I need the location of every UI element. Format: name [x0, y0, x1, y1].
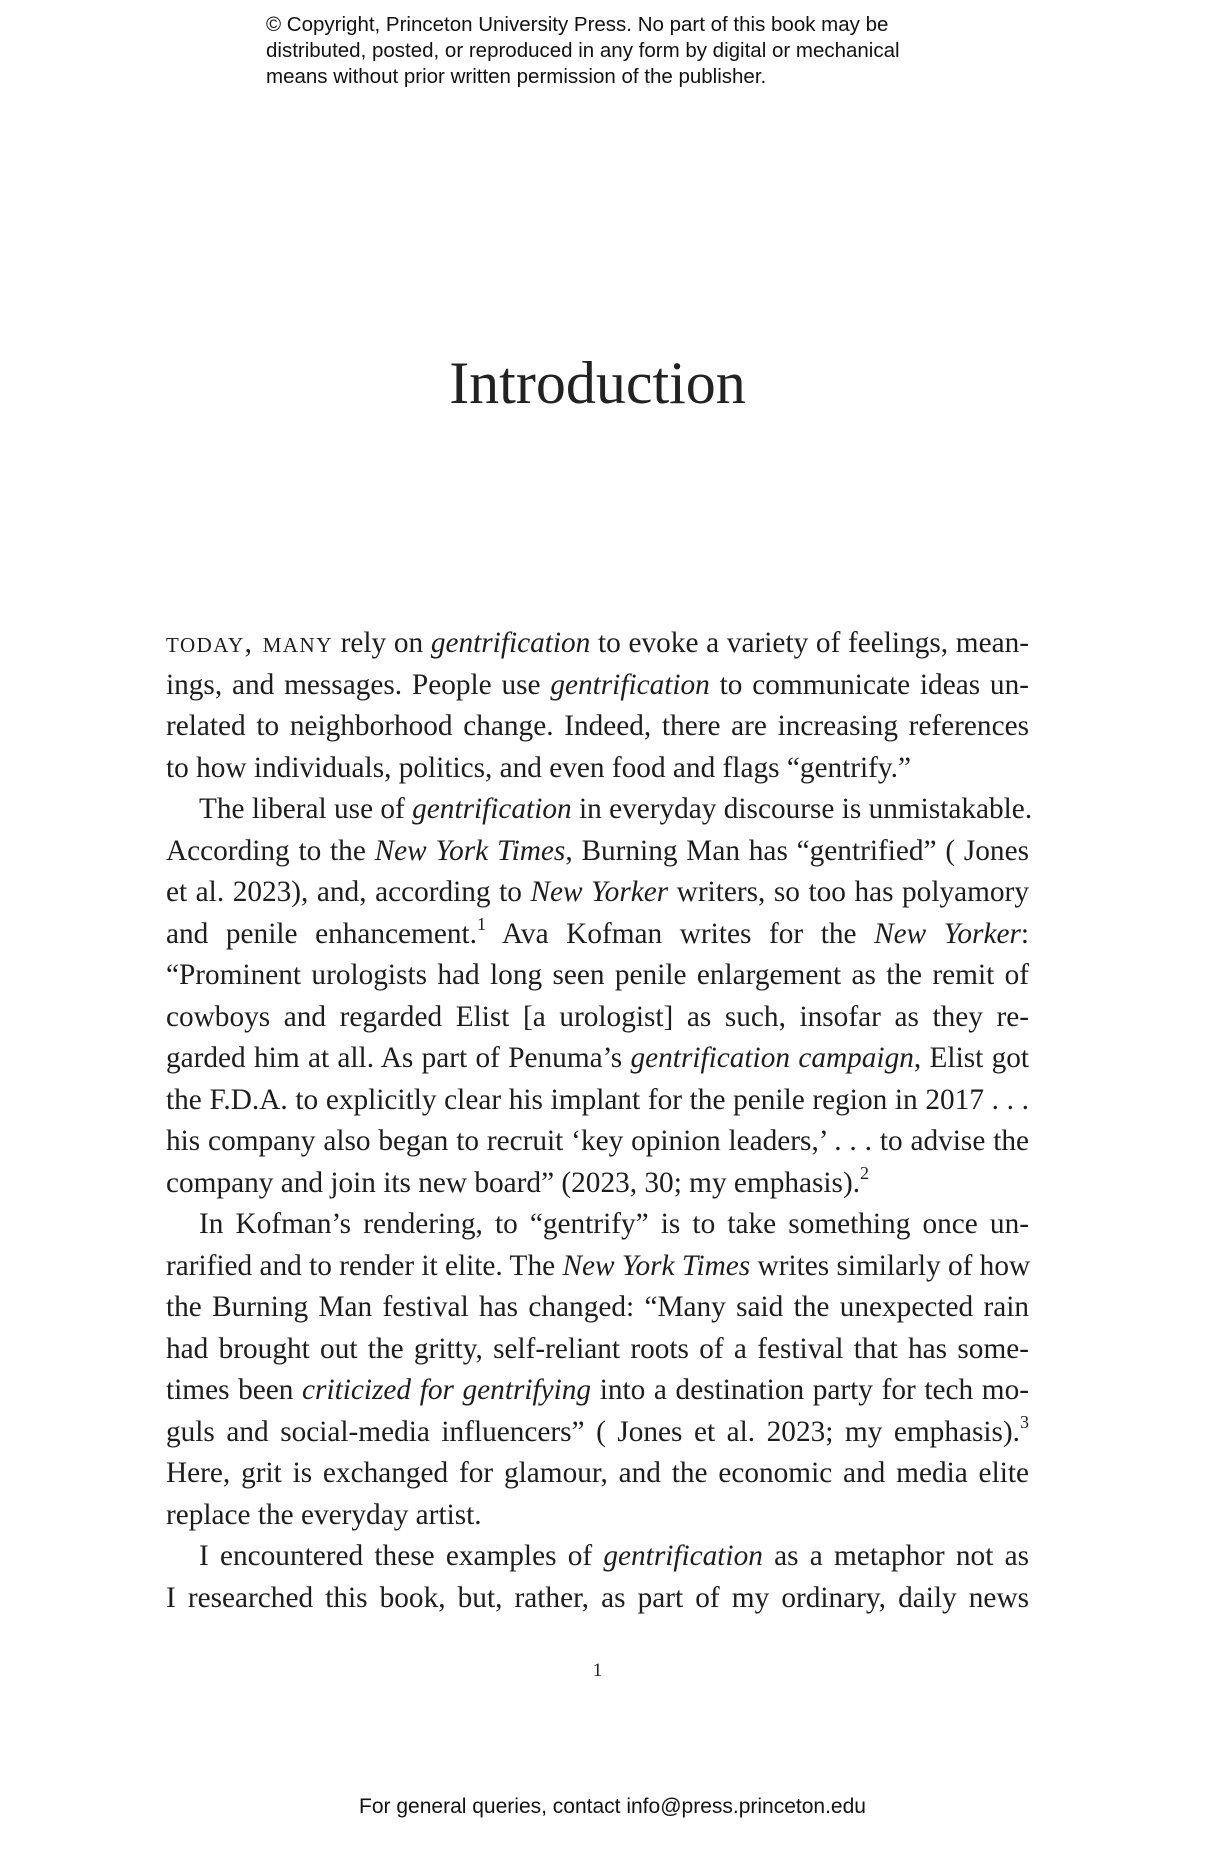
emphasis: New York Times	[562, 1249, 751, 1282]
text-line	[166, 1038, 1029, 1080]
copyright-line: © Copyright, Princeton University Press. No part of this book may be	[266, 13, 889, 36]
text-run: company and join its new board” (2023, 30; my emphasis).	[166, 1166, 861, 1199]
text-run: Ava Kofman writes for the	[485, 917, 875, 950]
text-run: to evoke a variety of feelings, mean-	[590, 627, 1029, 659]
text-line: to how individuals, politics, and even food and flags “gentrify.”	[166, 751, 911, 784]
text-run: into a destination party for tech mo-	[591, 1374, 1029, 1406]
copyright-line: means without prior written permission of the publisher.	[266, 65, 767, 88]
page-number: 1	[592, 1660, 603, 1681]
copyright-line: distributed, posted, or reproduced in any form by digital or mechanical	[266, 39, 900, 62]
text-run: The liberal use of	[199, 793, 413, 825]
text-run: in everyday discourse is unmistakable.	[571, 793, 1033, 825]
emphasis: criticized for gentrifying	[302, 1374, 592, 1406]
opening-smallcaps: today, many	[166, 627, 333, 659]
text-line: “Prominent urologists had long seen penile enlargement as the remit of	[166, 959, 1029, 991]
text-run: to communicate ideas un-	[709, 668, 1029, 701]
text-run: as a metaphor not as	[762, 1540, 1029, 1572]
text-line	[166, 623, 1029, 665]
text-run: writers, so too has polyamory	[668, 876, 1029, 908]
text-run: rely on	[332, 627, 431, 659]
text-line: related to neighborhood change. Indeed, there are increasing references	[166, 710, 1029, 742]
chapter-body	[166, 623, 1033, 1619]
text-line: In Kofman’s rendering, to “gentrify” is to take something once un-	[199, 1208, 1029, 1240]
footnote-ref[interactable]: 2	[860, 1162, 870, 1183]
text-run: writes similarly of how	[750, 1249, 1031, 1282]
chapter-title: Introduction	[449, 350, 746, 416]
text-line: cowboys and regarded Elist [a urologist] as such, insofar as they re-	[166, 1000, 1029, 1033]
paragraph-3	[166, 1204, 1029, 1536]
text-line	[166, 872, 1029, 914]
text-line: Here, grit is exchanged for glamour, and the economic and media elite	[166, 1457, 1029, 1489]
paragraph-2	[166, 789, 1033, 1204]
text-line	[166, 1536, 1029, 1578]
emphasis: New Yorker	[874, 917, 1021, 950]
text-line: the F.D.A. to explicitly clear his implant for the penile region in 2017 . . .	[166, 1083, 1029, 1116]
text-line	[166, 831, 1029, 873]
emphasis: gentrification	[430, 627, 591, 659]
footnote-ref[interactable]: 3	[1020, 1411, 1029, 1432]
emphasis: gentrification	[550, 668, 710, 701]
text-run: ings, and messages. People use	[166, 668, 551, 701]
text-run: According to the	[166, 834, 375, 867]
text-line	[166, 1246, 1029, 1288]
text-line	[166, 1370, 1029, 1412]
emphasis: gentrification	[603, 1540, 763, 1572]
emphasis: New York Times	[374, 834, 566, 867]
text-run: et al. 2023), and, according to	[166, 876, 531, 908]
paragraph-1	[166, 623, 1029, 789]
text-line	[166, 1412, 1029, 1454]
text-run: guls and social-media influencers” ( Jones et al. 2023; my emphasis).	[166, 1415, 1020, 1448]
text-run: , Burning Man has “gentrified” ( Jones	[565, 834, 1029, 867]
text-run: and penile enhancement.	[166, 917, 477, 950]
text-line	[166, 789, 1033, 831]
text-line	[166, 914, 1029, 956]
emphasis: New Yorker	[530, 876, 669, 908]
text-line: replace the everyday artist.	[166, 1498, 482, 1531]
text-run: I encountered these examples of	[199, 1540, 604, 1572]
copyright-notice	[266, 12, 986, 90]
footnote-ref[interactable]: 1	[476, 913, 486, 934]
text-line	[166, 1163, 1029, 1205]
text-run: garded him at all. As part of Penuma’s	[166, 1042, 631, 1074]
text-line: his company also began to recruit ‘key opinion leaders,’ . . . to advise the	[166, 1125, 1029, 1157]
emphasis: gentrification campaign	[630, 1042, 914, 1074]
contact-footer: For general queries, contact info@press.princeton.edu	[359, 1795, 866, 1818]
text-run: rarified and to render it elite. The	[166, 1249, 563, 1282]
text-line: the Burning Man festival has changed: “Many said the unexpected rain	[166, 1291, 1029, 1323]
text-line: I researched this book, but, rather, as part of my ordinary, daily news	[166, 1581, 1029, 1614]
text-run: , Elist got	[913, 1042, 1030, 1074]
text-run: times been	[166, 1374, 303, 1406]
text-run: :	[1020, 917, 1029, 950]
emphasis: gentrification	[412, 793, 572, 825]
text-line: had brought out the gritty, self-reliant roots of a festival that has some-	[166, 1332, 1029, 1365]
paragraph-4	[166, 1536, 1029, 1619]
text-line	[166, 665, 1029, 707]
